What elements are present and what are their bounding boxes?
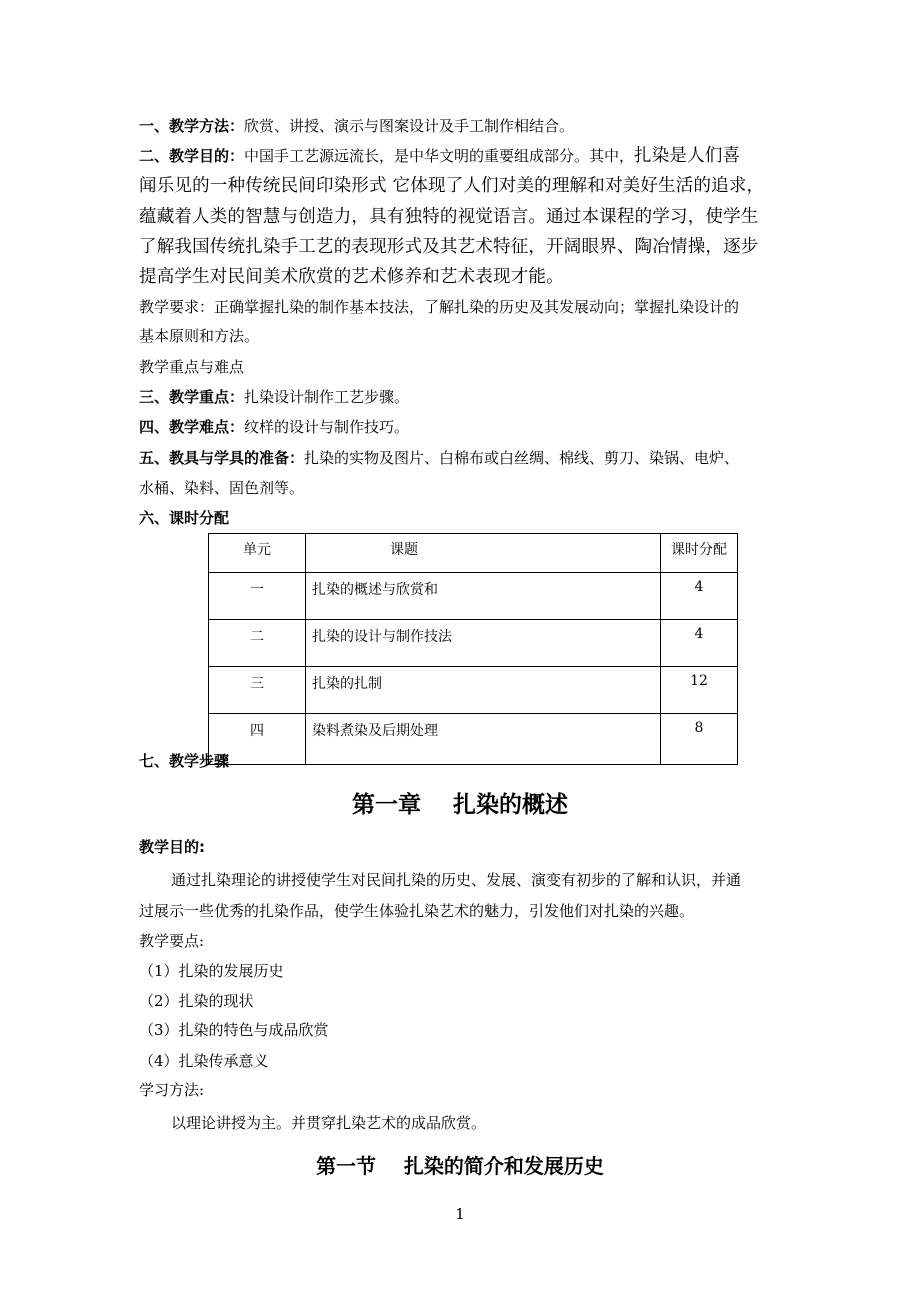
goal-label: 教学目的: xyxy=(139,838,205,856)
difficulties-text: 纹样的设计与制作技巧。 xyxy=(244,418,410,436)
teaching-requirement-line-1: 教学要求：正确掌握扎染的制作基本技法，了解扎染的历史及其发展动向；掌握扎染设计的 xyxy=(139,298,740,316)
page-number: 1 xyxy=(455,1205,465,1223)
header-topic: 课题 xyxy=(306,534,661,573)
section-title: 第一节 扎染的简介和发展历史 xyxy=(316,1154,604,1178)
goal-line-2: 过展示一些优秀的扎染作品，使学生体验扎染艺术的魅力，引发他们对扎染的兴趣。 xyxy=(139,902,695,920)
cell-topic: 扎染的扎制 xyxy=(306,667,661,714)
materials-label: 五、教具与学具的准备： xyxy=(139,449,305,467)
teaching-method-text: 欣赏、讲授、演示与图案设计及手工制作相结合。 xyxy=(244,117,575,135)
difficulties xyxy=(139,413,789,441)
header-unit: 单元 xyxy=(209,534,306,573)
teaching-requirement-line-2: 基本原则和方法。 xyxy=(139,327,260,345)
teaching-goal-line-1 xyxy=(139,142,789,171)
list-item: （2）扎染的现状 xyxy=(139,992,254,1010)
teaching-goal-line-4: 了解我国传统扎染手工艺的表现形式及其艺术特征，开阔眼界、陶冶情操，逐步 xyxy=(139,237,759,257)
chapter-title: 第一章 扎染的概述 xyxy=(351,792,569,818)
table-header-row xyxy=(209,534,738,573)
cell-unit: 二 xyxy=(209,620,306,667)
cell-unit: 三 xyxy=(209,667,306,714)
list-item: （1）扎染的发展历史 xyxy=(139,962,284,980)
steps-title: 七、教学步骤 xyxy=(139,752,230,770)
teaching-method xyxy=(139,112,789,140)
cell-unit: 一 xyxy=(209,573,306,620)
key-points-label: 三、教学重点： xyxy=(139,388,245,406)
key-points xyxy=(139,383,789,411)
method-text: 以理论讲授为主。并贯穿扎染艺术的成品欣赏。 xyxy=(171,1114,487,1132)
table-row xyxy=(209,620,738,667)
header-hours: 课时分配 xyxy=(661,534,738,573)
list-item: （4）扎染传承意义 xyxy=(139,1052,269,1070)
teaching-goal-text: 扎染是人们喜 xyxy=(634,146,741,166)
table-row xyxy=(209,667,738,714)
teaching-goal-line-5: 提高学生对民间美术欣赏的艺术修养和艺术表现才能。 xyxy=(139,267,564,287)
focus-title: 教学重点与难点 xyxy=(139,358,245,376)
table-row xyxy=(209,573,738,620)
cell-topic: 染料煮染及后期处理 xyxy=(306,714,661,765)
teaching-method-label: 一、教学方法： xyxy=(139,117,245,135)
schedule-title: 六、课时分配 xyxy=(139,509,230,527)
cell-unit: 四 xyxy=(209,714,306,765)
cell-hours: 8 xyxy=(661,714,738,765)
cell-topic: 扎染的设计与制作技法 xyxy=(306,620,661,667)
cell-hours: 4 xyxy=(661,620,738,667)
teaching-goal-lead: 中国手工艺源远流长，是中华文明的重要组成部分。其中， xyxy=(244,147,635,165)
key-points-text: 扎染设计制作工艺步骤。 xyxy=(244,388,410,406)
cell-hours: 4 xyxy=(661,573,738,620)
schedule-table xyxy=(208,533,738,765)
materials-text: 扎染的实物及图片、白棉布或白丝绸、棉线、剪刀、染锅、电炉、 xyxy=(304,449,740,467)
points-label: 教学要点: xyxy=(139,932,205,950)
list-item: （3）扎染的特色与成品欣赏 xyxy=(139,1021,329,1039)
method-label: 学习方法: xyxy=(139,1081,205,1099)
difficulties-label: 四、教学难点： xyxy=(139,418,245,436)
materials-line-2: 水桶、染料、固色剂等。 xyxy=(139,479,305,497)
teaching-goal-label: 二、教学目的： xyxy=(139,147,245,165)
teaching-goal-line-3: 蕴藏着人类的智慧与创造力，具有独特的视觉语言。通过本课程的学习，使学生 xyxy=(139,207,759,227)
cell-topic: 扎染的概述与欣赏和 xyxy=(306,573,661,620)
goal-line-1: 通过扎染理论的讲授使学生对民间扎染的历史、发展、演变有初步的了解和认识，并通 xyxy=(171,871,742,889)
cell-hours: 12 xyxy=(661,667,738,714)
materials-line-1 xyxy=(139,444,789,472)
teaching-goal-line-2: 闻乐见的一种传统民间印染形式 它体现了人们对美的理解和对美好生活的追求， xyxy=(139,176,765,196)
